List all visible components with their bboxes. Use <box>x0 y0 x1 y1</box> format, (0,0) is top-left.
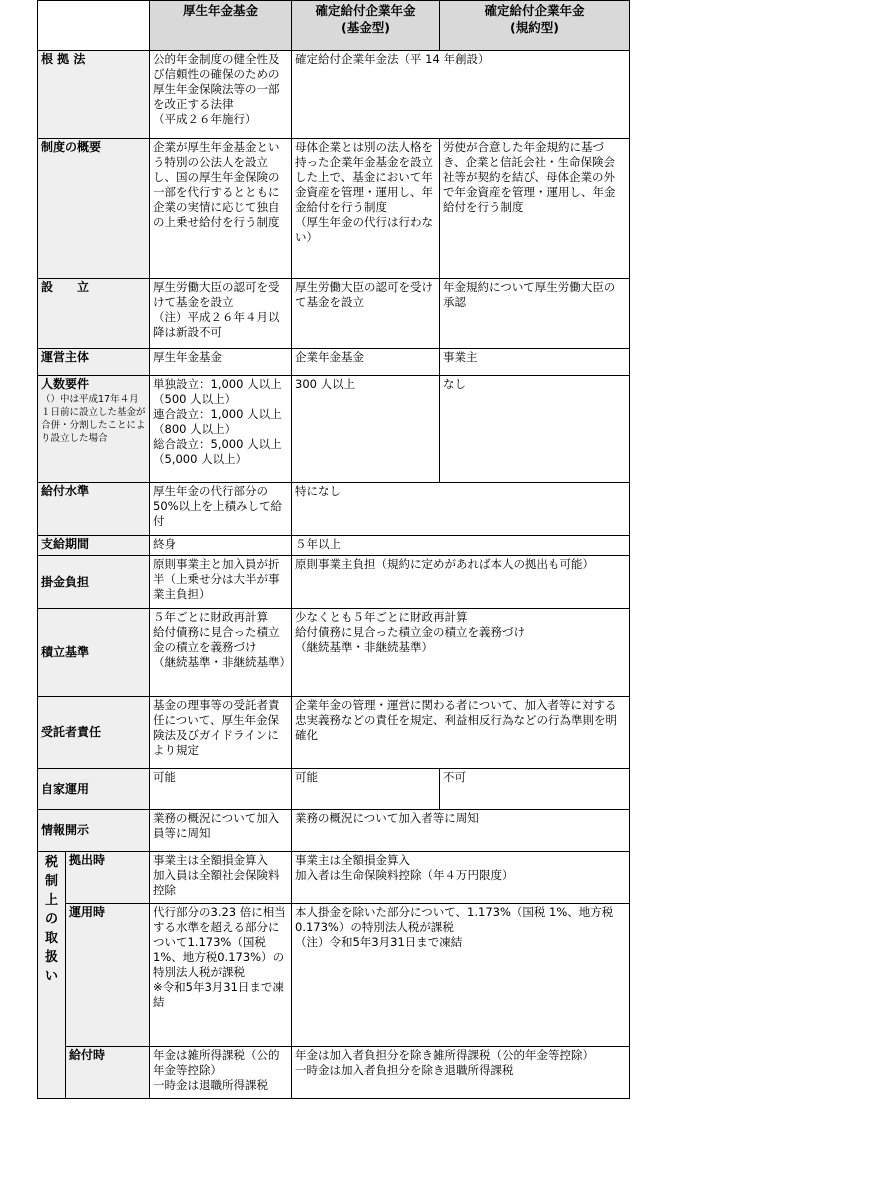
cell-basis-law-c23: 確定給付企業年金法（平 14 年創設） <box>292 51 630 139</box>
row-label-tax-contribution: 拠出時 <box>66 852 150 904</box>
cell-headcount-c3: なし <box>440 376 630 483</box>
cell-tax-contribution-c1: 事業主は全額損金算入 加入員は全額社会保険料控除 <box>150 852 292 904</box>
cell-contribution-c1: 原則事業主と加入員が折半（上乗せ分は大半が事業主負担） <box>150 556 292 609</box>
cell-self-management-c3: 不可 <box>440 769 630 810</box>
row-label-establish: 設 立 <box>38 279 150 349</box>
row-overview <box>38 139 630 279</box>
row-label-self-management: 自家運用 <box>38 769 150 810</box>
cell-basis-law-c1: 公的年金制度の健全性及び信頼性の確保のための厚生年金保険法等の一部を改正する法律 （平成２６年施行） <box>150 51 292 139</box>
row-basis-law <box>38 51 630 139</box>
cell-headcount-c2: 300 人以上 <box>292 376 440 483</box>
cell-fiduciary-c23: 企業年金の管理・運営に関わる者について、加入者等に対する忠実義務などの責任を規定、利益相反行為などの行為準則を明確化 <box>292 697 630 769</box>
cell-operator-c1: 厚生年金基金 <box>150 349 292 376</box>
cell-operator-c3: 事業主 <box>440 349 630 376</box>
row-label-payment-period: 支給期間 <box>38 536 150 556</box>
row-operator <box>38 349 630 376</box>
row-label-disclosure: 情報開示 <box>38 810 150 852</box>
row-tax-benefit <box>38 1047 630 1099</box>
row-label-tax-investment: 運用時 <box>66 904 150 1047</box>
row-funding <box>38 609 630 697</box>
cell-benefit-level-c23: 特になし <box>292 483 630 536</box>
cell-self-management-c1: 可能 <box>150 769 292 810</box>
cell-operator-c2: 企業年金基金 <box>292 349 440 376</box>
row-headcount <box>38 376 630 483</box>
cell-disclosure-c1: 業務の概況について加入員等に周知 <box>150 810 292 852</box>
row-label-overview: 制度の概要 <box>38 139 150 279</box>
cell-benefit-level-c1: 厚生年金の代行部分の50%以上を上積みして給付 <box>150 483 292 536</box>
cell-funding-c1: ５年ごとに財政再計算 給付債務に見合った積立金の積立を義務づけ （継続基準・非継続基準） <box>150 609 292 697</box>
row-label-benefit-level: 給付水準 <box>38 483 150 536</box>
header-db-contract-type: 確定給付企業年金 (規約型) <box>440 1 630 51</box>
cell-overview-c3: 労使が合意した年金規約に基づき、企業と信託会社・生命保険会社等が契約を結び、母体企業の外で年金資産を管理・運用し、年金給付を行う制度 <box>440 139 630 279</box>
cell-fiduciary-c1: 基金の理事等の受託者責任について、厚生年金保険法及びガイドラインにより規定 <box>150 697 292 769</box>
cell-tax-contribution-c23: 事業主は全額損金算入 加入者は生命保険料控除（年４万円限度） <box>292 852 630 904</box>
cell-establish-c1: 厚生労働大臣の認可を受けて基金を設立 （注）平成２６年４月以降は新設不可 <box>150 279 292 349</box>
header-row <box>38 1 630 51</box>
row-label-headcount <box>38 376 150 483</box>
cell-overview-c1: 企業が厚生年金基金という特別の公法人を設立し、国の厚生年金保険の一部を代行するとともに企業の実情に応じて独自の上乗せ給付を行う制度 <box>150 139 292 279</box>
cell-establish-c3: 年金規約について厚生労働大臣の承認 <box>440 279 630 349</box>
cell-establish-c2: 厚生労働大臣の認可を受けて基金を設立 <box>292 279 440 349</box>
row-label-tax-benefit: 給付時 <box>66 1047 150 1099</box>
cell-contribution-c23: 原則事業主負担（規約に定めがあれば本人の拠出も可能） <box>292 556 630 609</box>
headcount-note: （）中は平成17年４月１日前に設立した基金が合併・分割したことにより設立した場合 <box>41 394 146 444</box>
row-disclosure <box>38 810 630 852</box>
row-fiduciary <box>38 697 630 769</box>
cell-self-management-c2: 可能 <box>292 769 440 810</box>
comparison-table <box>37 0 630 1099</box>
row-establish <box>38 279 630 349</box>
cell-tax-benefit-c1: 年金は雑所得課税（公的年金等控除） 一時金は退職所得課税 <box>150 1047 292 1099</box>
cell-payment-period-c1: 終身 <box>150 536 292 556</box>
row-label-contribution: 掛金負担 <box>38 556 150 609</box>
cell-funding-c23: 少なくとも５年ごとに財政再計算 給付債務に見合った積立金の積立を義務づけ （継続基準・非継続基準） <box>292 609 630 697</box>
cell-payment-period-c23: ５年以上 <box>292 536 630 556</box>
row-tax-investment <box>38 904 630 1047</box>
headcount-label-text: 人数要件 <box>41 377 90 391</box>
row-label-tax-treatment <box>38 852 66 1099</box>
row-label-fiduciary: 受託者責任 <box>38 697 150 769</box>
row-label-operator: 運営主体 <box>38 349 150 376</box>
row-benefit-level <box>38 483 630 536</box>
tax-label-vertical: 税 制 上 の 取 扱 い <box>44 855 58 984</box>
cell-disclosure-c23: 業務の概況について加入者等に周知 <box>292 810 630 852</box>
cell-headcount-c1: 単独設立：1,000 人以上（500 人以上） 連合設立：1,000 人以上（800 人以上） 総合設立：5,000 人以上（5,000 人以上） <box>150 376 292 483</box>
row-label-basis-law: 根 拠 法 <box>38 51 150 139</box>
row-contribution <box>38 556 630 609</box>
cell-tax-investment-c23: 本人掛金を除いた部分について、1.173%（国税 1%、地方税 0.173%）の特別法人税が課税 （注）令和5年3月31日まで凍結 <box>292 904 630 1047</box>
row-tax-contribution <box>38 852 630 904</box>
row-payment-period <box>38 536 630 556</box>
header-corner-cell <box>38 1 150 51</box>
cell-overview-c2: 母体企業とは別の法人格を持った企業年金基金を設立した上で、基金において年金資産を管理・運用し、年金給付を行う制度 （厚生年金の代行は行わない） <box>292 139 440 279</box>
header-db-fund-type: 確定給付企業年金 (基金型) <box>292 1 440 51</box>
row-self-management <box>38 769 630 810</box>
row-label-funding: 積立基準 <box>38 609 150 697</box>
cell-tax-benefit-c23: 年金は加入者負担分を除き雑所得課税（公的年金等控除） 一時金は加入者負担分を除き退職所得課税 <box>292 1047 630 1099</box>
cell-tax-investment-c1: 代行部分の3.23 倍に相当する水準を超える部分について1.173%（国税1%、地方税0.173%）の特別法人税が課税 ※令和5年3月31日まで凍結 <box>150 904 292 1047</box>
header-kosei-nenkin-kikin: 厚生年金基金 <box>150 1 292 51</box>
